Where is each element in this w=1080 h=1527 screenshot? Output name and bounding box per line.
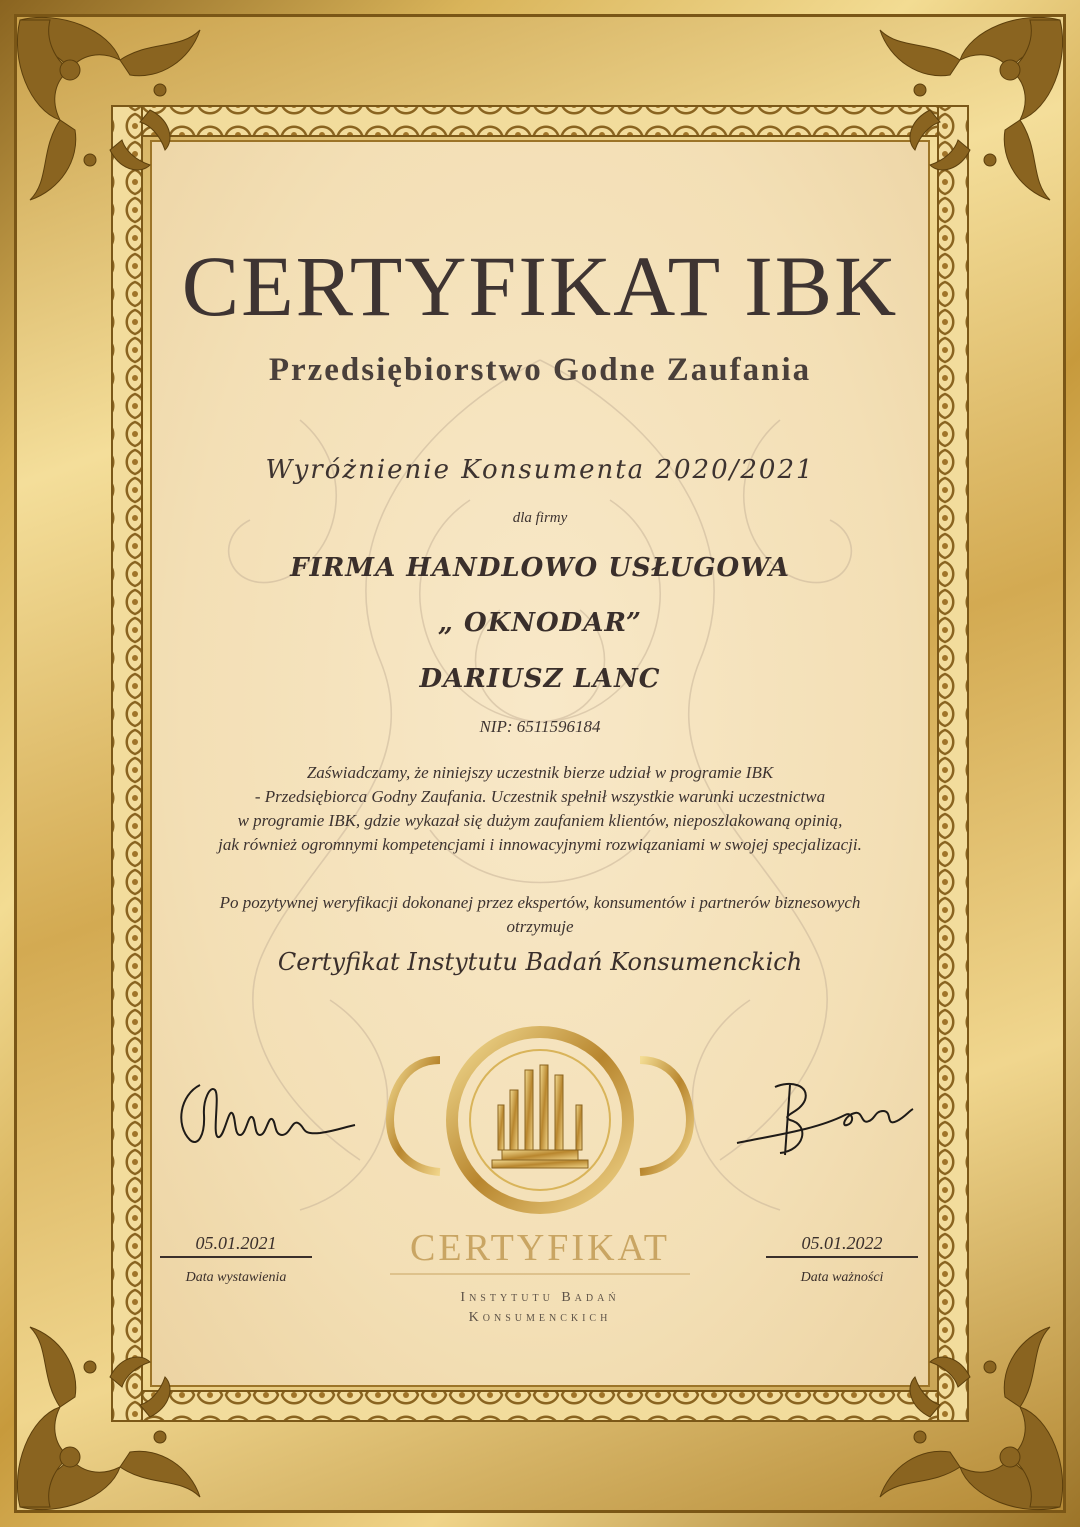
corner-ornament-icon <box>850 1297 1080 1527</box>
seal-subtitle-line: Konsumenckich <box>468 1310 612 1325</box>
issue-date-block <box>160 1233 312 1286</box>
corner-ornament-icon <box>0 0 230 230</box>
expiry-date-block <box>766 1233 918 1286</box>
for-company-label: dla firmy <box>512 510 568 526</box>
verification-paragraph <box>0 891 1080 939</box>
paragraph-line: Po pozytywnej weryfikacji dokonanej przez ekspertów, konsumentów i partnerów biznesowych <box>219 893 861 912</box>
paragraph-line: otrzymuje <box>506 917 574 936</box>
company-name-line: DARIUSZ LANC <box>419 664 661 694</box>
paragraph-line: w programie IBK, gdzie wykazał się dużym zaufaniem klientów, nieposzlakowaną opinią, <box>237 811 843 830</box>
corner-ornament-icon <box>0 1297 230 1527</box>
issue-date: 05.01.2021 <box>160 1233 312 1258</box>
paragraph-line: - Przedsiębiorca Godny Zaufania. Uczestnik spełnił wszystkie warunki uczestnictwa <box>254 787 826 806</box>
corner-ornament-icon <box>850 0 1080 230</box>
issue-date-label: Data wystawienia <box>185 1270 287 1285</box>
paragraph-line: jak również ogromnymi kompetencjami i innowacyjnymi rozwiązaniami w swojej specjalizacji. <box>218 835 862 854</box>
nip-number: NIP: 6511596184 <box>479 717 601 736</box>
certificate-title: CERTYFIKAT IBK <box>181 238 899 334</box>
signature-left <box>170 1075 360 1155</box>
company-name-line: „ OKNODAR” <box>437 608 643 638</box>
seal-emblem-icon <box>380 1020 700 1225</box>
certificate-subtitle: Przedsiębiorstwo Godne Zaufania <box>268 352 812 388</box>
seal-divider <box>390 1272 690 1276</box>
expiry-date: 05.01.2022 <box>766 1233 918 1258</box>
signature-right <box>735 1075 915 1165</box>
paragraph-line: Zaświadczamy, że niniejszy uczestnik bierze udział w programie IBK <box>306 763 774 782</box>
awarded-certificate-name: Certyfikat Instytutu Badań Konsumenckich <box>277 948 803 976</box>
distinction-line: Wyróżnienie Konsumenta 2020/2021 <box>265 455 815 485</box>
seal-title: CERTYFIKAT <box>410 1227 670 1269</box>
attestation-paragraph <box>0 761 1080 857</box>
company-name-line: FIRMA HANDLOWO USŁUGOWA <box>290 553 790 583</box>
seal-subtitle-line: Instytutu Badań <box>460 1290 620 1305</box>
expiry-date-label: Data ważności <box>800 1270 884 1285</box>
